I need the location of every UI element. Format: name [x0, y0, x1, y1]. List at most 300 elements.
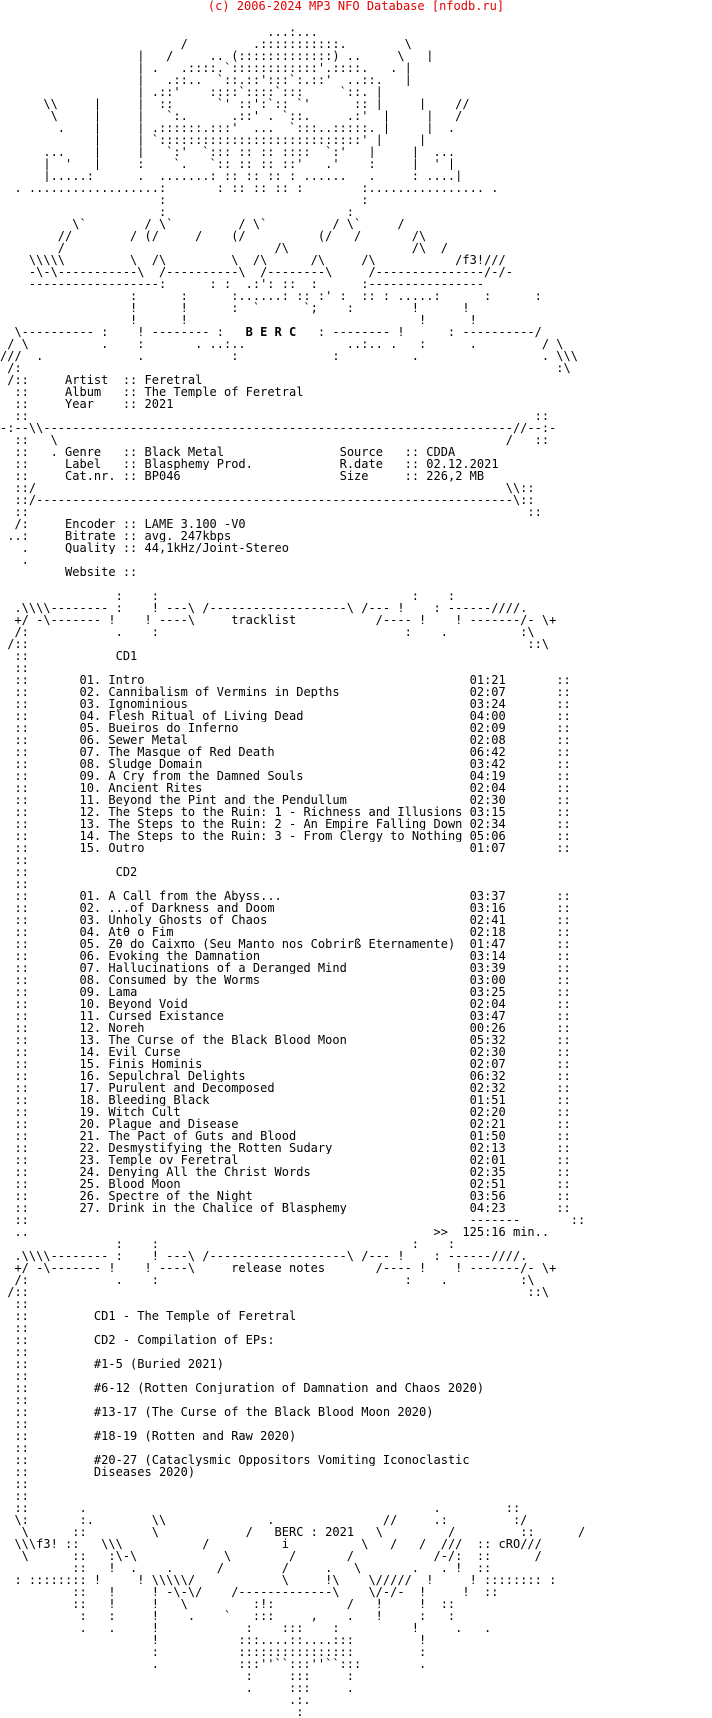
- release-notes-title: release notes: [231, 1262, 340, 1274]
- artist-tag-cro: cRO: [498, 1538, 521, 1550]
- track-title: Ancient Rites: [108, 782, 470, 794]
- track-title: Noreh: [108, 1022, 470, 1034]
- logo-ascii-art-footer: . ::: .: [0, 1682, 355, 1694]
- info-row-website: Website ::: [65, 566, 145, 578]
- track-row: :: 14. The Steps to the Ruin: 3 - From Clergy to Nothing 05:06 ::: [0, 830, 571, 842]
- logo-ascii-art-footer: :: . _ _ . ::: [0, 1502, 521, 1514]
- track-title: The Pact of Guts and Blood: [108, 1130, 470, 1142]
- track-number: 12.: [79, 806, 109, 818]
- track-title: Blood Moon: [108, 1178, 470, 1190]
- track-title: The Steps to the Ruin: 3 - From Clergy to Nothing: [108, 830, 470, 842]
- track-time: 02:21: [469, 1118, 506, 1130]
- logo-ascii-art-footer: . . ! : ::: : ! . .: [0, 1622, 492, 1634]
- logo-ascii-art-banner: \\\\\_________\__/\_________\__/\______/\_____/\___________/f3!///: [0, 254, 506, 266]
- catnr-label: Cat.nr.: [65, 470, 116, 482]
- artist-label: Artist: [65, 374, 116, 386]
- track-time: 03:24: [469, 698, 506, 710]
- frame-divider-1: :: __ _ _ __ ::: [0, 410, 550, 422]
- track-title: Unholy Ghosts of Chaos: [108, 914, 470, 926]
- track-title: Flesh Ritual of Living Dead: [108, 710, 470, 722]
- logo-ascii-art-top: | | `::::::::::::::::::::::::::::' | |: [0, 134, 427, 146]
- tracklist-frame: /:: ::\: [0, 638, 550, 650]
- track-time: 01:07: [469, 842, 506, 854]
- track-time: 02:30: [469, 794, 506, 806]
- genre-value: Black Metal: [144, 446, 340, 458]
- logo-ascii-art-banner: ! ! : ` `; : ! !: [0, 302, 470, 314]
- blank: ::: [0, 1490, 29, 1502]
- note-text: CD2 - Compilation of EPs:: [93, 1334, 275, 1346]
- track-title: Beyond the Pint and the Pendullum: [108, 794, 470, 806]
- track-number: 03.: [79, 914, 109, 926]
- track-row: :: 13. The Steps to the Ruin: 2 - An Empire Falling Down 02:34 ::: [0, 818, 571, 830]
- tracklist-frame: __ __ _ : : _ ____ _ _ ____ _ : : _ __ __: [0, 590, 513, 602]
- track-row: :: 21. The Pact of Guts and Blood 01:50 ::: [0, 1130, 571, 1142]
- note-text: CD1 - The Temple of Feretral: [93, 1310, 297, 1322]
- genre-label: Genre: [65, 446, 116, 458]
- track-row: :: 13. The Curse of the Black Blood Moon 05:32 ::: [0, 1034, 571, 1046]
- tracklist-title: tracklist: [231, 614, 340, 626]
- track-row: :: 01. A Call from the Abyss... 03:37 ::: [0, 890, 571, 902]
- track-title: Sludge Domain: [108, 758, 470, 770]
- logo-ascii-art-footer: ! :::....::....::: !: [0, 1634, 427, 1646]
- track-time: 05:06: [469, 830, 506, 842]
- footer-group: BERC: [274, 1526, 304, 1538]
- track-row: :: 11. Beyond the Pint and the Pendullum 02:30 ::: [0, 794, 571, 806]
- release-notes-frame: /: . : : . :\: [0, 1274, 535, 1286]
- track-title: ...of Darkness and Doom: [108, 902, 470, 914]
- logo-ascii-art-top: | ' | : `. `:: :: :: ::' .' : | ' |: [0, 158, 456, 170]
- total-row: .. >> 125:16 min..: [0, 1226, 550, 1238]
- frame-divider-2: ::/------------------------------------------------------------------\::: [0, 494, 535, 506]
- artist-value: Feretral: [144, 374, 203, 386]
- blank: ::: [0, 1370, 29, 1382]
- track-number: 04.: [79, 710, 109, 722]
- rdate-value: 02.12.2021: [426, 458, 499, 470]
- track-row: :: 04. Atθ o Fim 02:18 ::: [0, 926, 571, 938]
- track-number: 17.: [79, 1082, 109, 1094]
- track-title: Consumed by the Worms: [108, 974, 470, 986]
- logo-ascii-art-banner: /: :\: [0, 362, 571, 374]
- track-row: :: 02. Cannibalism of Vermins in Depths 02:07 ::: [0, 686, 571, 698]
- track-time: 02:41: [469, 914, 506, 926]
- blank: ::: [0, 1346, 29, 1358]
- track-time: 02:35: [469, 1166, 506, 1178]
- track-row: :: 11. Cursed Existance 03:47 ::: [0, 1010, 571, 1022]
- track-time: 02:32: [469, 1082, 506, 1094]
- track-row: :: 10. Beyond Void 02:04 ::: [0, 998, 571, 1010]
- track-number: 09.: [79, 770, 109, 782]
- track-title: Cursed Existance: [108, 1010, 470, 1022]
- logo-ascii-art-top: . | | .::::::.:::' ... `:::..:::::. | | .: [0, 122, 456, 134]
- website-label: Website: [65, 566, 116, 578]
- note-line: :: Diseases 2020): [0, 1466, 196, 1478]
- note-text: #1-5 (Buried 2021): [93, 1358, 224, 1370]
- track-time: 06:32: [469, 1070, 506, 1082]
- logo-ascii-art-top: ___ / .:::::::::::. \ ___: [0, 38, 441, 50]
- track-time: 02:34: [469, 818, 506, 830]
- track-title: Zθ do Caixπo (Seu Manto nos Cobrirß Eternamente): [108, 938, 470, 950]
- logo-ascii-art-top: : :: [0, 194, 369, 206]
- label-label: Label: [65, 458, 116, 470]
- total-duration: 125:16 min..: [462, 1226, 550, 1238]
- track-title: Outro: [108, 842, 470, 854]
- track-title: Beyond Void: [108, 998, 470, 1010]
- track-number: 06.: [79, 950, 109, 962]
- group-name: B E R C: [245, 326, 297, 338]
- group-tag-f3: f3!: [462, 254, 485, 266]
- track-time: 04:23: [469, 1202, 506, 1214]
- track-row: :: 04. Flesh Ritual of Living Dead 04:00 ::: [0, 710, 571, 722]
- track-time: 03:56: [469, 1190, 506, 1202]
- note-text: #6-12 (Rotten Conjuration of Damnation and Chaos 2020): [93, 1382, 485, 1394]
- track-title: Cannibalism of Vermins in Depths: [108, 686, 470, 698]
- info-row-catnr: _::__ Cat.nr. :: BP046 Size :: 226,2 MB: [0, 470, 485, 482]
- logo-ascii-art-banner: ____________:____________ ____________:____________: [0, 206, 441, 218]
- release-notes-frame: +/ -\------- ! ! ----\ release notes /---- ! ! -------/- \+: [0, 1262, 557, 1274]
- footer-year: 2021: [325, 1526, 355, 1538]
- cd2-label-row: :: CD2: [0, 866, 138, 878]
- logo-ascii-art-footer: \\\f3! :: \\\ __ _/__________i__________\ /___/ /// :: cRO///: [0, 1538, 542, 1550]
- blank: ::: [0, 1418, 29, 1430]
- track-row: :: 14. Evil Curse 02:30 ::: [0, 1046, 571, 1058]
- cd1-label-row: :: CD1: [0, 650, 138, 662]
- blank: ::: [0, 1298, 29, 1310]
- bitrate-value: avg. 247kbps: [144, 530, 232, 542]
- track-number: 03.: [79, 698, 109, 710]
- total-prefix: >>: [433, 1226, 448, 1238]
- track-number: 07.: [79, 962, 109, 974]
- track-time: 03:00: [469, 974, 506, 986]
- note-line: :: #6-12 (Rotten Conjuration of Damnation and Chaos 2020): [0, 1382, 485, 1394]
- track-time: 02:18: [469, 926, 506, 938]
- track-title: A Call from the Abyss...: [108, 890, 470, 902]
- track-row: :: 01. Intro 01:21 ::: [0, 674, 571, 686]
- bitrate-label: Bitrate: [65, 530, 116, 542]
- track-title: Drink in the Chalice of Blasphemy: [108, 1202, 470, 1214]
- note-text: #18-19 (Rotten and Raw 2020): [93, 1430, 297, 1442]
- footer-group-row: __\____ :: ____ ___\ _ / BERC : 2021 \ _ /___ ____ :: ____/__: [0, 1526, 600, 1538]
- logo-ascii-art-banner: : : :......: :: :' : :: : .....: : :: [0, 290, 542, 302]
- logo-ascii-art-banner: _ _ /________ _________ ______/\ _ ____________/\__/ _ _: [0, 242, 477, 254]
- quality-label: Quality: [65, 542, 116, 554]
- track-title: Lama: [108, 986, 470, 998]
- blank: ::: [0, 1322, 29, 1334]
- info-row-bitrate: ..: Bitrate :: avg. 247kbps: [0, 530, 232, 542]
- track-title: Bleeding Black: [108, 1094, 470, 1106]
- track-row: :: 15. Finis Hominis 02:07 ::: [0, 1058, 571, 1070]
- logo-ascii-art-footer: \ :: :\-\____________\_ ___ / _ _/___________/-/: :: /: [0, 1550, 542, 1562]
- track-number: 08.: [79, 758, 109, 770]
- logo-ascii-art-footer: :: ! ! -\-\/____/-------------\____\/-/- ! ! ::: [0, 1586, 499, 1598]
- logo-ascii-art-banner: _\---------- : ! -------- : B E R C : -------- ! : ----------/_: [0, 326, 550, 338]
- logo-ascii-art-banner: /_\ . : . ..:.. ..:.. . : . /_\: [0, 338, 564, 350]
- track-time: 01:50: [469, 1130, 506, 1142]
- cd1-label: CD1: [115, 650, 138, 662]
- label-value: Blasphemy Prod.: [144, 458, 340, 470]
- encoder-value: LAME 3.100 -V0: [144, 518, 246, 530]
- track-time: 03:15: [469, 806, 506, 818]
- track-row: :: 26. Spectre of the Night 03:56 ::: [0, 1190, 571, 1202]
- frame-divider-1: :: \ / ::: [0, 434, 550, 446]
- track-number: 26.: [79, 1190, 109, 1202]
- logo-ascii-art-banner: ___ _ ! ! ! ! _ ___: [0, 314, 557, 326]
- blank: ::: [0, 1478, 29, 1490]
- track-time: 03:14: [469, 950, 506, 962]
- year-value: 2021: [144, 398, 174, 410]
- blank: ::: [0, 662, 29, 674]
- track-row: :: 07. The Masque of Red Death 06:42 ::: [0, 746, 571, 758]
- track-number: 13.: [79, 1034, 109, 1046]
- blank: ::: [0, 854, 29, 866]
- info-row-label: :: Label :: Blasphemy Prod. R.date :: 02.12.2021: [0, 458, 499, 470]
- size-label: Size: [339, 470, 391, 482]
- logo-ascii-art-top: | . .::::.`::::::::::::'.::::. . |: [0, 62, 412, 74]
- track-title: Spectre of the Night: [108, 1190, 470, 1202]
- logo-ascii-art-footer: : :::::::::::::::: :: [0, 1646, 427, 1658]
- track-number: 21.: [79, 1130, 109, 1142]
- track-row: :: 22. Desmystifying the Rotten Sudary 02:13 ::: [0, 1142, 571, 1154]
- track-number: 11.: [79, 794, 109, 806]
- logo-ascii-art-banner: _ ___\` __ /_\` _______/_\` __ _/_\` /___ _: [0, 218, 441, 230]
- track-number: 04.: [79, 926, 109, 938]
- logo-ascii-art-banner: /// . . : : . . \\\: [0, 350, 578, 362]
- track-number: 11.: [79, 1010, 109, 1022]
- cd2-label: CD2: [115, 866, 138, 878]
- note-text: Diseases 2020): [93, 1466, 196, 1478]
- track-row: :: 16. Sepulchral Delights 06:32 ::: [0, 1070, 571, 1082]
- tracklist-frame: +/ -\------- ! ! ----\ tracklist /---- ! ! -------/- \+: [0, 614, 557, 626]
- logo-ascii-art-banner: _ ------------------: : : .:': :: : :---------------- _: [0, 278, 499, 290]
- track-row: :: 08. Consumed by the Worms 03:00 ::: [0, 974, 571, 986]
- track-time: 03:16: [469, 902, 506, 914]
- logo-ascii-art-footer: :: ! . . _ _ _/ __/ . \_ _ _ . . ! ::: [0, 1562, 492, 1574]
- track-time: 04:19: [469, 770, 506, 782]
- track-row: :: 06. Evoking the Damnation 03:14 ::: [0, 950, 571, 962]
- total-separator-row: :: ------- ::: [0, 1214, 586, 1226]
- track-number: 24.: [79, 1166, 109, 1178]
- track-number: 12.: [79, 1022, 109, 1034]
- track-number: 02.: [79, 902, 109, 914]
- track-row: :: 05. Bueiros do Inferno 02:09 ::: [0, 722, 571, 734]
- track-time: 03:47: [469, 1010, 506, 1022]
- track-time: 06:42: [469, 746, 506, 758]
- info-row-quality: . Quality :: 44,1kHz/Joint-Stereo: [0, 542, 290, 554]
- track-row: :: 02. ...of Darkness and Doom 03:16 ::: [0, 902, 571, 914]
- track-title: Witch Cult: [108, 1106, 470, 1118]
- track-number: 02.: [79, 686, 109, 698]
- track-time: 00:26: [469, 1022, 506, 1034]
- track-time: 02:13: [469, 1142, 506, 1154]
- note-text: #20-27 (Cataclysmic Oppositors Vomiting Iconoclastic: [93, 1454, 470, 1466]
- source-label: Source: [339, 446, 391, 458]
- blank: [0, 578, 712, 590]
- logo-ascii-art-banner: // __ / (/ ___/ (/ _ (/ /_______/\: [0, 230, 427, 242]
- track-number: 16.: [79, 1070, 109, 1082]
- track-title: Desmystifying the Rotten Sudary: [108, 1142, 470, 1154]
- track-row: :: 18. Bleeding Black 01:51 ::: [0, 1094, 571, 1106]
- track-number: 27.: [79, 1202, 109, 1214]
- track-time: 04:00: [469, 710, 506, 722]
- logo-ascii-art-footer: :: [0, 1706, 304, 1718]
- note-line: :: #20-27 (Cataclysmic Oppositors Vomiting Iconoclastic: [0, 1454, 470, 1466]
- copyright-header: (c) 2006-2024 MP3 NFO Database [nfodb.ru]: [207, 0, 505, 13]
- logo-ascii-art-top: ... | | `:' `::: :: :: :::: `:' | | ...: [0, 146, 456, 158]
- track-title: Bueiros do Inferno: [108, 722, 470, 734]
- info-row-encoder: /: Encoder :: LAME 3.100 -V0: [0, 518, 246, 530]
- track-time: 02:30: [469, 1046, 506, 1058]
- track-row: :: 24. Denying All the Christ Words 02:35 ::: [0, 1166, 571, 1178]
- track-number: 10.: [79, 782, 109, 794]
- logo-ascii-art-footer: : ::: :: [0, 1670, 355, 1682]
- track-row: :: 06. Sewer Metal 02:08 ::: [0, 734, 571, 746]
- track-number: 14.: [79, 830, 109, 842]
- footer-tag-f3: f3!: [36, 1538, 58, 1550]
- tracklist-frame: /: . : : . :\: [0, 626, 535, 638]
- encoder-label: Encoder: [65, 518, 116, 530]
- total-separator: -------: [469, 1214, 521, 1226]
- track-number: 20.: [79, 1118, 109, 1130]
- track-time: 02:20: [469, 1106, 506, 1118]
- track-number: 18.: [79, 1094, 109, 1106]
- track-number: 01.: [79, 674, 109, 686]
- album-value: The Temple of Feretral: [144, 386, 304, 398]
- frame-divider-1: -:--\\-----------------------------------------------------------------//--:-: [0, 422, 557, 434]
- note-line: :: CD2 - Compilation of EPs:: [0, 1334, 275, 1346]
- info-row-artist: /:: Artist :: Feretral: [0, 374, 203, 386]
- logo-ascii-art-footer: : : ! . ` ::: , . ! : :: [0, 1610, 456, 1622]
- track-number: 05.: [79, 722, 109, 734]
- track-row: :: 17. Purulent and Decomposed 02:32 ::: [0, 1082, 571, 1094]
- logo-ascii-art-top: | / .. (:::::::::::::) .. \ |: [0, 50, 434, 62]
- track-number: 15.: [79, 1058, 109, 1070]
- track-time: 02:09: [469, 722, 506, 734]
- track-number: 08.: [79, 974, 109, 986]
- track-time: 03:39: [469, 962, 506, 974]
- release-notes-frame: /:: ::\: [0, 1286, 550, 1298]
- track-number: 14.: [79, 1046, 109, 1058]
- logo-ascii-art-footer: . :::''``:::''``::: .: [0, 1658, 427, 1670]
- rdate-label: R.date: [339, 458, 391, 470]
- track-row: :: 09. A Cry from the Damned Souls 04:19 ::: [0, 770, 571, 782]
- track-row: :: 23. Temple ov Feretral 02:01 ::: [0, 1154, 571, 1166]
- track-title: Ignominious: [108, 698, 470, 710]
- info-row-genre: :: . Genre :: Black Metal Source :: CDDA: [0, 446, 456, 458]
- track-time: 02:04: [469, 998, 506, 1010]
- track-number: 05.: [79, 938, 109, 950]
- track-number: 25.: [79, 1178, 109, 1190]
- track-title: Evil Curse: [108, 1046, 470, 1058]
- track-title: Denying All the Christ Words: [108, 1166, 470, 1178]
- track-row: :: 15. Outro 01:07 ::: [0, 842, 571, 854]
- track-row: :: 20. Plague and Disease 02:21 ::: [0, 1118, 571, 1130]
- track-number: 01.: [79, 890, 109, 902]
- logo-ascii-art-top: \ | | `:. .::' . `::. .:' | | /: [0, 110, 463, 122]
- track-title: The Masque of Red Death: [108, 746, 470, 758]
- track-row: :: 12. Noreh 00:26 ::: [0, 1022, 571, 1034]
- track-time: 02:08: [469, 734, 506, 746]
- track-row: :: 10. Ancient Rites 02:04 ::: [0, 782, 571, 794]
- track-number: 10.: [79, 998, 109, 1010]
- track-number: 13.: [79, 818, 109, 830]
- track-row: :: 05. Zθ do Caixπo (Seu Manto nos Cobrirß Eternamente) 01:47 ::: [0, 938, 571, 950]
- track-title: Hallucinations of a Deranged Mind: [108, 962, 470, 974]
- blank: ::: [0, 878, 29, 890]
- logo-ascii-art-top: . ..................: : :: :: :: : :................ .: [0, 182, 499, 194]
- track-number: 23.: [79, 1154, 109, 1166]
- blank: .: [0, 554, 29, 566]
- note-line: :: #1-5 (Buried 2021): [0, 1358, 224, 1370]
- track-row: :: 08. Sludge Domain 03:42 ::: [0, 758, 571, 770]
- track-title: Atθ o Fim: [108, 926, 470, 938]
- track-number: 19.: [79, 1106, 109, 1118]
- track-row: :: 12. The Steps to the Ruin: 1 - Richness and Illusions 03:15 ::: [0, 806, 571, 818]
- note-line: :: #18-19 (Rotten and Raw 2020): [0, 1430, 297, 1442]
- logo-ascii-art-top: _ _______ _ ...:... _ _______ _: [0, 26, 456, 38]
- track-number: 09.: [79, 986, 109, 998]
- logo-ascii-art-top: | .::.. `::.::':::`:.::' ..::. |: [0, 74, 412, 86]
- track-time: 02:51: [469, 1178, 506, 1190]
- logo-ascii-art-banner: _ -\-\-----------\__/----------\__/--------\_____/---------------/-/- _: [0, 266, 528, 278]
- track-title: Sewer Metal: [108, 734, 470, 746]
- track-number: 06.: [79, 734, 109, 746]
- track-title: Evoking the Damnation: [108, 950, 470, 962]
- frame-divider-2: :: ::: [0, 506, 542, 518]
- track-time: 02:01: [469, 1154, 506, 1166]
- album-label: Album: [65, 386, 116, 398]
- catnr-value: BP046: [144, 470, 340, 482]
- track-time: 03:25: [469, 986, 506, 998]
- logo-ascii-art-footer: .:.: [0, 1694, 311, 1706]
- track-title: The Steps to the Ruin: 1 - Richness and Illusions: [108, 806, 470, 818]
- track-time: 03:37: [469, 890, 506, 902]
- track-time: 02:07: [469, 1058, 506, 1070]
- track-time: 03:42: [469, 758, 506, 770]
- note-text: #13-17 (The Curse of the Black Blood Moon 2020): [93, 1406, 434, 1418]
- size-value: 226,2 MB: [426, 470, 485, 482]
- track-time: 02:04: [469, 782, 506, 794]
- track-time: 01:51: [469, 1094, 506, 1106]
- track-time: 01:21: [469, 674, 506, 686]
- track-row: :: 09. Lama 03:25 ::: [0, 986, 571, 998]
- track-number: 07.: [79, 746, 109, 758]
- info-row-album: :: Album :: The Temple of Feretral: [0, 386, 304, 398]
- track-number: 22.: [79, 1142, 109, 1154]
- track-title: A Cry from the Damned Souls: [108, 770, 470, 782]
- logo-ascii-art-top: _ ______ | .::' ::::`::::`::: `::. | ______ _: [0, 86, 485, 98]
- year-label: Year: [65, 398, 116, 410]
- blank: ::: [0, 1442, 29, 1454]
- track-row: :: 19. Witch Cult 02:20 ::: [0, 1106, 571, 1118]
- track-title: Plague and Disease: [108, 1118, 470, 1130]
- track-time: 02:07: [469, 686, 506, 698]
- tracklist-frame: .\\\\-------- : ! ---\ /-------------------\ /--- ! : ------////.: [0, 602, 528, 614]
- track-time: 01:47: [469, 938, 506, 950]
- track-row: :: 03. Unholy Ghosts of Chaos 02:41 ::: [0, 914, 571, 926]
- quality-value: 44,1kHz/Joint-Stereo: [144, 542, 290, 554]
- source-value: CDDA: [426, 446, 456, 458]
- frame-divider-2: ::/ \\::: [0, 482, 535, 494]
- note-line: :: #13-17 (The Curse of the Black Blood Moon 2020): [0, 1406, 434, 1418]
- track-title: The Curse of the Black Blood Moon: [108, 1034, 470, 1046]
- track-time: 05:32: [469, 1034, 506, 1046]
- track-title: Temple ov Feretral: [108, 1154, 470, 1166]
- track-row: :: 07. Hallucinations of a Deranged Mind 03:39 ::: [0, 962, 571, 974]
- release-notes-frame: __ __ _ : : _ ____ _ _ ____ _ : : _ __ __: [0, 1238, 513, 1250]
- logo-ascii-art-footer: :: ! ! \ :!: / ! ! ::: [0, 1598, 456, 1610]
- track-row: :: 25. Blood Moon 02:51 ::: [0, 1178, 571, 1190]
- track-title: The Steps to the Ruin: 2 - An Empire Falling Down: [108, 818, 470, 830]
- track-title: Sepulchral Delights: [108, 1070, 470, 1082]
